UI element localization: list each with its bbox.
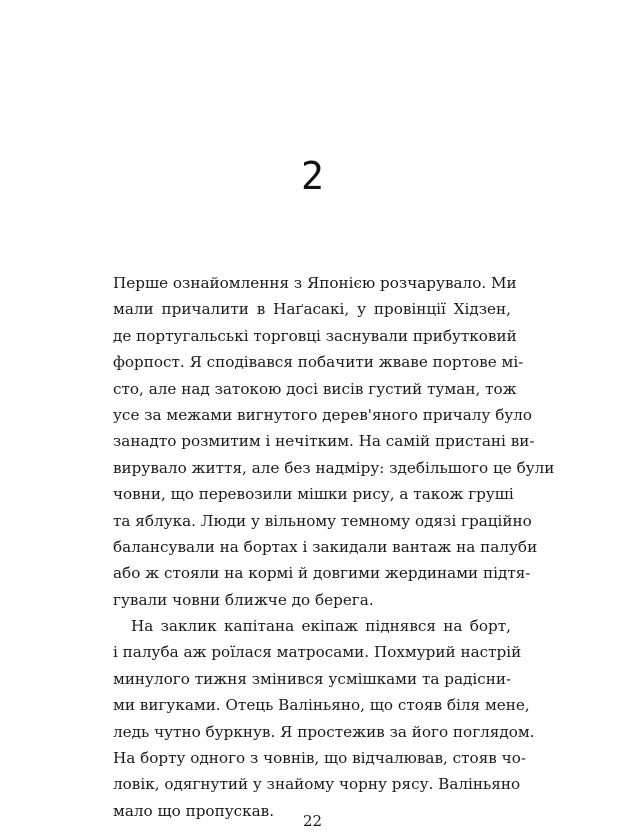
text-line: ми вигуками. Отець Валіньяно, що стояв біля мене,: [113, 696, 530, 715]
chapter-number: 2: [301, 154, 324, 198]
text-line: балансували на бортах і закидали вантаж на палуби: [113, 537, 538, 556]
text-line: минулого тижня змінився усмішками та радісни-: [113, 669, 512, 688]
page-number: 22: [302, 812, 323, 830]
text-line: гували човни ближче до берега.: [113, 590, 374, 609]
text-line: занадто розмитим і нечітким. На самій пристані ви-: [113, 432, 535, 451]
text-line: Перше ознайомлення з Японією розчарувало. Ми: [113, 274, 517, 292]
text-line: ледь чутно буркнув. Я простежив за його поглядом.: [113, 722, 535, 741]
text-line: сто, але над затокою досі висів густий туман, тож: [113, 379, 517, 398]
text-line: або ж стояли на кормі й довгими жердинами підтя-: [113, 564, 531, 583]
text-line: усе за межами вигнутого дерев'яного причалу було: [113, 405, 533, 424]
text-line: На заклик капітана екіпаж піднявся на борт,: [131, 617, 511, 636]
text-line: човни, що перевозили мішки рису, а також груші: [113, 485, 514, 504]
text-line: мало що пропускав.: [113, 801, 275, 820]
text-line: і палуба аж роїлася матросами. Похмурий настрій: [113, 643, 522, 662]
text-line: де португальські торговці заснували прибутковий: [113, 326, 517, 345]
text-line: та яблука. Люди у вільному темному одязі граційно: [113, 511, 532, 530]
text-line: На борту одного з човнів, що відчалював, стояв чо-: [113, 749, 526, 768]
text-line: вирувало життя, але без надміру: здебільшого це були: [113, 458, 555, 477]
body-text: [113, 270, 555, 824]
text-line: форпост. Я сподівався побачити жваве портове мі-: [113, 353, 524, 372]
text-line: мали причалити в Наґасакі, у провінції Хідзен,: [113, 300, 511, 319]
text-line: ловік, одягнутий у знайому чорну рясу. Валіньяно: [113, 775, 521, 794]
